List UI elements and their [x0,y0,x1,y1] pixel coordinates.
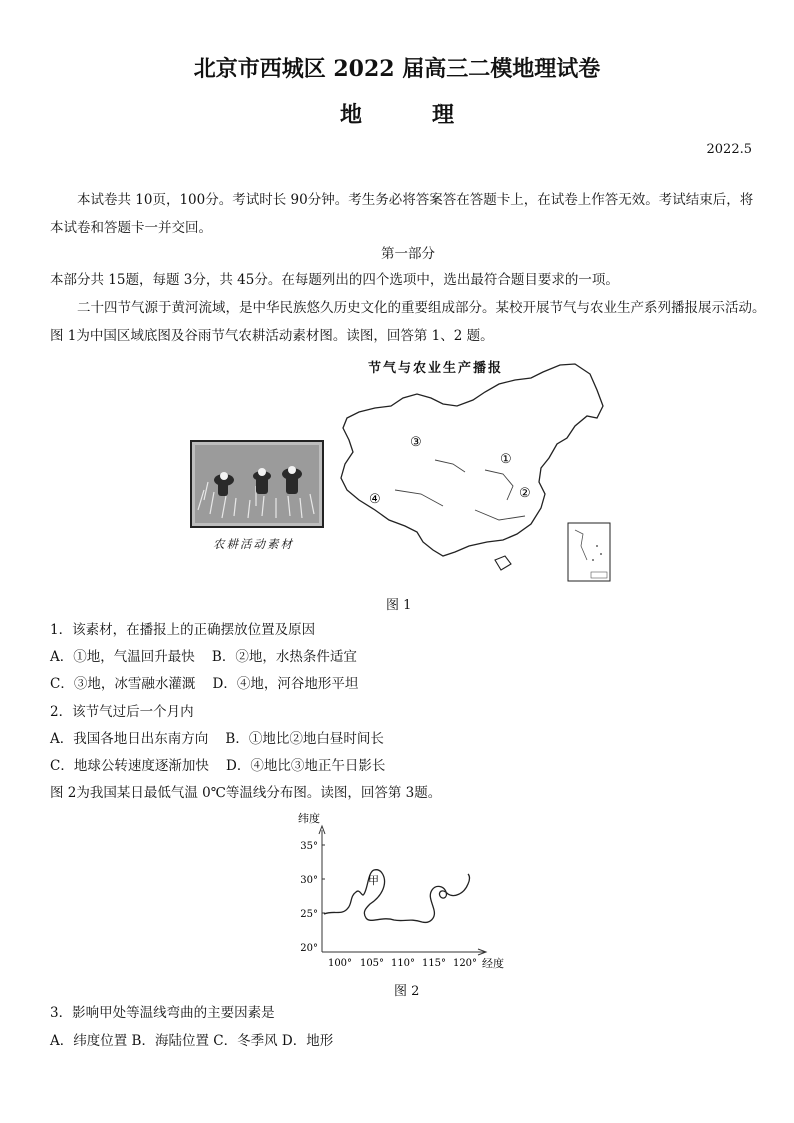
subject-heading [0,98,794,129]
y-axis-label: 纬度 [298,812,320,825]
page-title: 北京市西城区 2022 届高三二模地理试卷 [193,56,601,82]
x-tick-105: 105° [359,958,385,969]
q3-stem: 3．影响甲处等温线弯曲的主要因素是 [50,1005,275,1021]
map-marker-2: ② [519,486,531,501]
q1-stem: 1．该素材，在播报上的正确摆放位置及原因 [50,622,316,638]
subject-char-1: 地 [339,102,362,128]
q1-options-cd: C．③地，冰雪融水灌溉 D．④地，河谷地形平坦 [50,676,359,692]
q2-options-cd: C．地球公转速度逐渐加快 D．④地比③地正午日影长 [50,758,386,774]
china-outline [341,364,603,556]
q1-options-ab: A．①地，气温回升最快 B．②地，水热条件适宜 [50,649,357,665]
x-tick-100: 100° [327,958,353,969]
y-tick-20: 20° [300,943,318,954]
subject-char-2: 理 [431,102,454,128]
isotherm-line [324,870,470,923]
hainan-island [495,556,511,570]
marker-jia: 甲 [368,874,379,887]
farming-photo [190,440,326,530]
x-axis-label: 经度 [482,957,504,970]
map-marker-3: ③ [410,435,422,450]
x-tick-115: 115° [421,958,447,969]
passage: 二十四节气源于黄河流域，是中华民族悠久历史文化的重要组成部分。某校开展节气与农业生产系列播报展示活动。图 1为中国区域底图及谷雨节气农耕活动素材图。读图，回答第 1、2 题。 [50,300,766,344]
instructions: 本试卷共 10页，100分。考试时长 90分钟。考生务必将答案答在答题卡上，在试卷上作答无效。考试结束后，将本试卷和答题卡一并交回。 [50,192,754,236]
isotherm-chart [290,808,520,973]
map-marker-1: ① [500,452,512,467]
q3-options: A．纬度位置 B．海陆位置 C．冬季风 D．地形 [50,1033,334,1049]
china-map [335,360,625,585]
photo-caption: 农耕活动素材 [213,537,294,551]
part-heading: 第一部分 [381,246,435,262]
figure1-caption: 图 1 [386,598,412,613]
q2-options-ab: A．我国各地日出东南方向 B．①地比②地白昼时间长 [50,731,384,747]
south-china-sea-inset [568,523,610,581]
part-intro: 本部分共 15题，每题 3分，共 45分。在每题列出的四个选项中，选出最符合题目要求的一项。 [50,272,619,288]
map-marker-4: ④ [369,492,381,507]
y-tick-30: 30° [300,875,318,886]
y-tick-25: 25° [300,909,318,920]
x-tick-110: 110° [390,958,416,969]
poster-title: 节气与农业生产播报 [368,361,504,376]
q2-stem: 2．该节气过后一个月内 [50,704,194,720]
y-tick-35: 35° [300,841,318,852]
figure2-caption: 图 2 [394,984,420,999]
exam-date: 2022.5 [706,142,752,157]
x-tick-120: 120° [452,958,478,969]
figure2-intro: 图 2为我国某日最低气温 0℃等温线分布图。读图，回答第 3题。 [50,785,442,801]
